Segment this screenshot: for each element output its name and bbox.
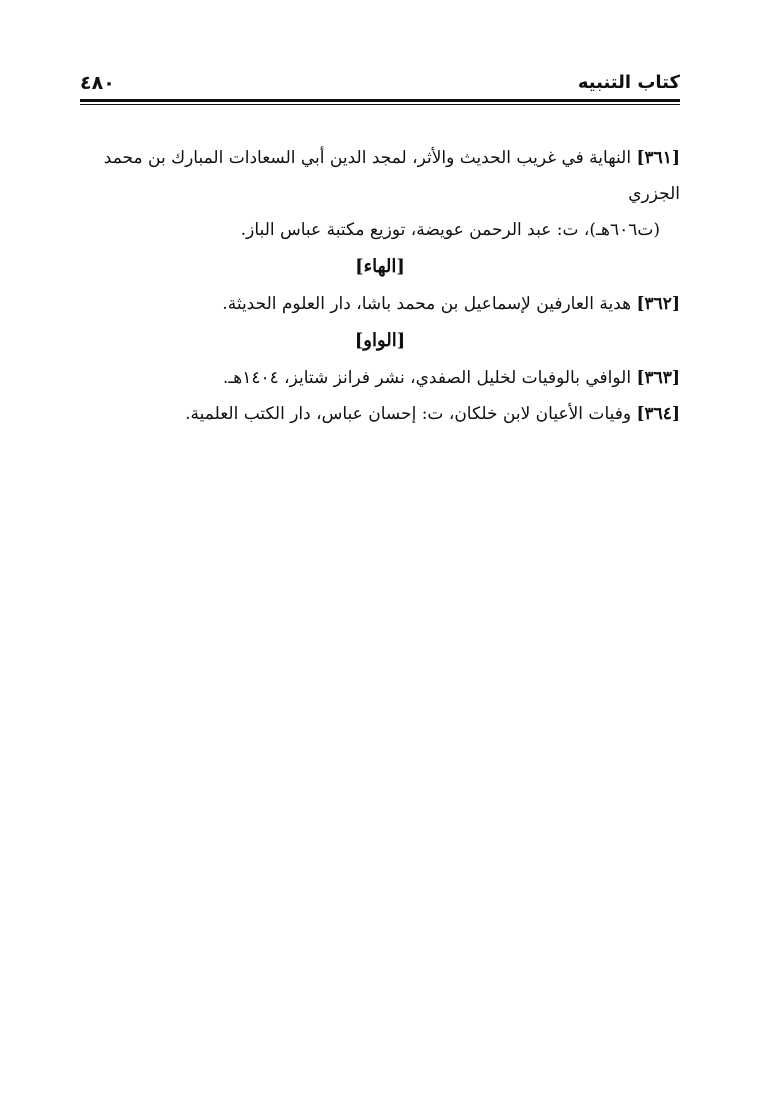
reference-number: [٣٦٢] xyxy=(636,294,680,314)
reference-entry xyxy=(80,140,680,212)
reference-text: النهاية في غريب الحديث والأثر، لمجد الدين أبي السعادات المبارك بن محمد الجزري xyxy=(103,148,680,204)
reference-number: [٣٦٣] xyxy=(636,368,680,388)
reference-number: [٣٦٤] xyxy=(636,404,680,424)
page-number: ٤٨٠ xyxy=(80,72,115,94)
reference-number: [٣٦١] xyxy=(636,148,680,168)
reference-text: هدية العارفين لإسماعيل بن محمد باشا، دار العلوم الحديثة. xyxy=(222,294,632,314)
reference-entry xyxy=(80,286,680,322)
header-rule-thick xyxy=(80,99,680,102)
reference-text: الوافي بالوفيات لخليل الصفدي، نشر فرانز شتايز، ١٤٠٤هـ. xyxy=(222,368,632,388)
section-heading: [الواو] xyxy=(354,330,406,351)
page-header xyxy=(80,70,680,96)
running-title: كتاب التنبيه xyxy=(577,72,680,93)
reference-text: وفيات الأعيان لابن خلكان، ت: إحسان عباس، دار الكتب العلمية. xyxy=(185,404,632,424)
reference-continuation: (ت٦٠٦هـ)، ت: عبد الرحمن عويضة، توزيع مكتبة عباس الباز. xyxy=(240,220,660,240)
header-rule-thin xyxy=(80,104,680,105)
reference-entry xyxy=(80,360,680,396)
reference-list xyxy=(80,140,680,432)
section-heading: [الهاء] xyxy=(355,256,405,277)
reference-entry xyxy=(80,396,680,432)
